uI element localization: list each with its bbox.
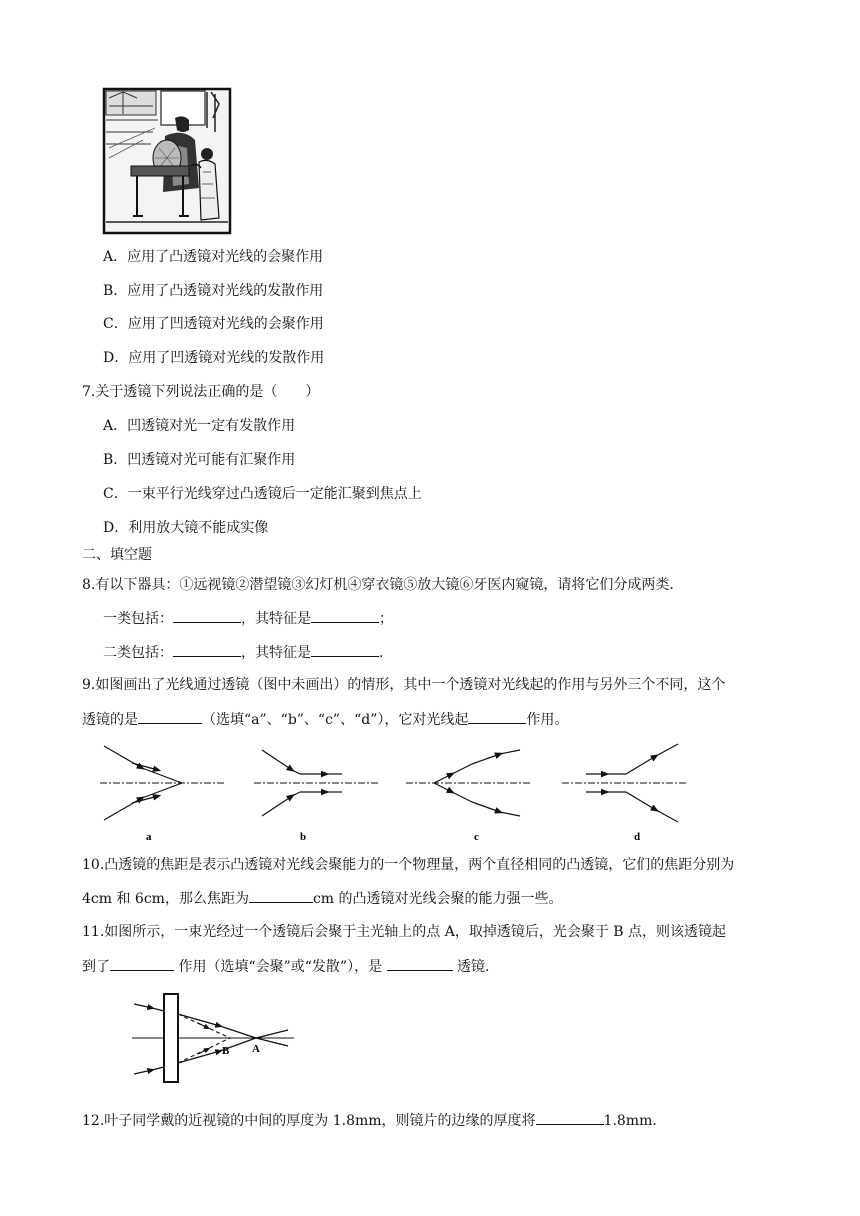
q10-line2-a: 4cm 和 6cm，那么焦距为	[82, 891, 249, 907]
section-heading: 二、填空题	[82, 547, 152, 563]
answer-blank[interactable]	[311, 608, 379, 623]
diagram-label-d: d	[634, 831, 641, 843]
q11-line2	[82, 956, 489, 977]
answer-blank[interactable]	[468, 709, 526, 724]
diagram-label-b: b	[300, 831, 307, 843]
q8-line1-mid: ，其特征是	[241, 611, 311, 627]
answer-blank[interactable]	[138, 709, 202, 724]
answer-blank[interactable]	[173, 642, 241, 657]
answer-blank[interactable]	[110, 956, 174, 971]
q12-line-a: 12.叶子同学戴的近视镜的中间的厚度为 1.8mm，则镜片的边缘的厚度将	[82, 1113, 536, 1129]
answer-blank[interactable]	[311, 642, 379, 657]
answer-blank[interactable]	[173, 608, 241, 623]
q7-option-b: B．凹透镜对光可能有汇聚作用	[103, 452, 296, 468]
q8-line2-mid: ，其特征是	[241, 645, 311, 661]
q8-line2-label: 二类包括：	[103, 645, 173, 661]
q6-option-b: B．应用了凸透镜对光线的发散作用	[103, 283, 324, 299]
q11-line2-a: 到了	[82, 959, 110, 975]
q8-line1-end: ；	[379, 611, 393, 627]
q9-line1: 9.如图画出了光线通过透镜（图中未画出）的情形，其中一个透镜对光线起的作用与另外三个不同，这个	[82, 677, 726, 693]
q8-line1	[103, 608, 393, 629]
diagram-label-c: c	[474, 831, 479, 843]
q8-line2-end: .	[379, 645, 384, 661]
q9-line2-b: （选填“a”、“b”、“c”、“d”），它对光线起	[202, 712, 469, 728]
q8-line1-label: 一类包括：	[103, 611, 173, 627]
diagram-d	[562, 744, 688, 822]
point-b-label: B	[222, 1045, 230, 1057]
diagram-label-a: a	[146, 831, 152, 843]
answer-blank[interactable]	[249, 888, 313, 903]
point-a-label: A	[252, 1043, 260, 1055]
q7-option-d: D．利用放大镜不能成实像	[103, 520, 269, 536]
answer-blank[interactable]	[536, 1110, 604, 1125]
q6-option-d: D．应用了凹透镜对光线的发散作用	[103, 350, 325, 366]
q11-line2-c: 透镜.	[452, 959, 490, 975]
answer-blank[interactable]	[387, 956, 453, 971]
q9-line2-c: 作用。	[526, 712, 569, 728]
lens-ray-diagrams	[96, 738, 696, 848]
diagram-c	[406, 750, 532, 816]
q8-line2	[103, 642, 383, 663]
q10-line2	[82, 888, 563, 909]
q10-line1: 10.凸透镜的焦距是表示凸透镜对光线会聚能力的一个物理量，两个直径相同的凸透镜，它们的焦距分别为	[82, 857, 735, 873]
q6-option-a: A．应用了凸透镜对光线的会聚作用	[103, 249, 324, 265]
diagram-a	[100, 746, 224, 820]
q12-line-b: 1.8mm.	[603, 1113, 657, 1129]
woodcut-illustration	[103, 88, 231, 234]
q7-stem: 7.关于透镜下列说法正确的是（ ）	[82, 384, 320, 400]
q7-option-a: A．凹透镜对光一定有发散作用	[103, 418, 296, 434]
q8-stem: 8.有以下器具：①远视镜②潜望镜③幻灯机④穿衣镜⑤放大镜⑥牙医内窥镜，请将它们分成两类.	[82, 577, 674, 593]
q11-line1: 11.如图所示，一束光经过一个透镜后会聚于主光轴上的点 A，取掉透镜后，光会聚于 B 点，则该透镜起	[82, 924, 727, 940]
q11-line2-b: 作用（选填“会聚”或“发散”），是	[174, 959, 387, 975]
q7-option-c: C．一束平行光线穿过凸透镜后一定能汇聚到焦点上	[103, 486, 422, 502]
q9-line2	[82, 709, 568, 730]
diagram-b	[254, 750, 378, 816]
q10-line2-b: cm 的凸透镜对光线会聚的能力强一些。	[312, 891, 563, 907]
lens-focus-diagram	[130, 990, 296, 1086]
q9-line2-a: 透镜的是	[82, 712, 138, 728]
q12-line	[82, 1110, 657, 1131]
q6-option-c: C．应用了凹透镜对光线的会聚作用	[103, 316, 324, 332]
